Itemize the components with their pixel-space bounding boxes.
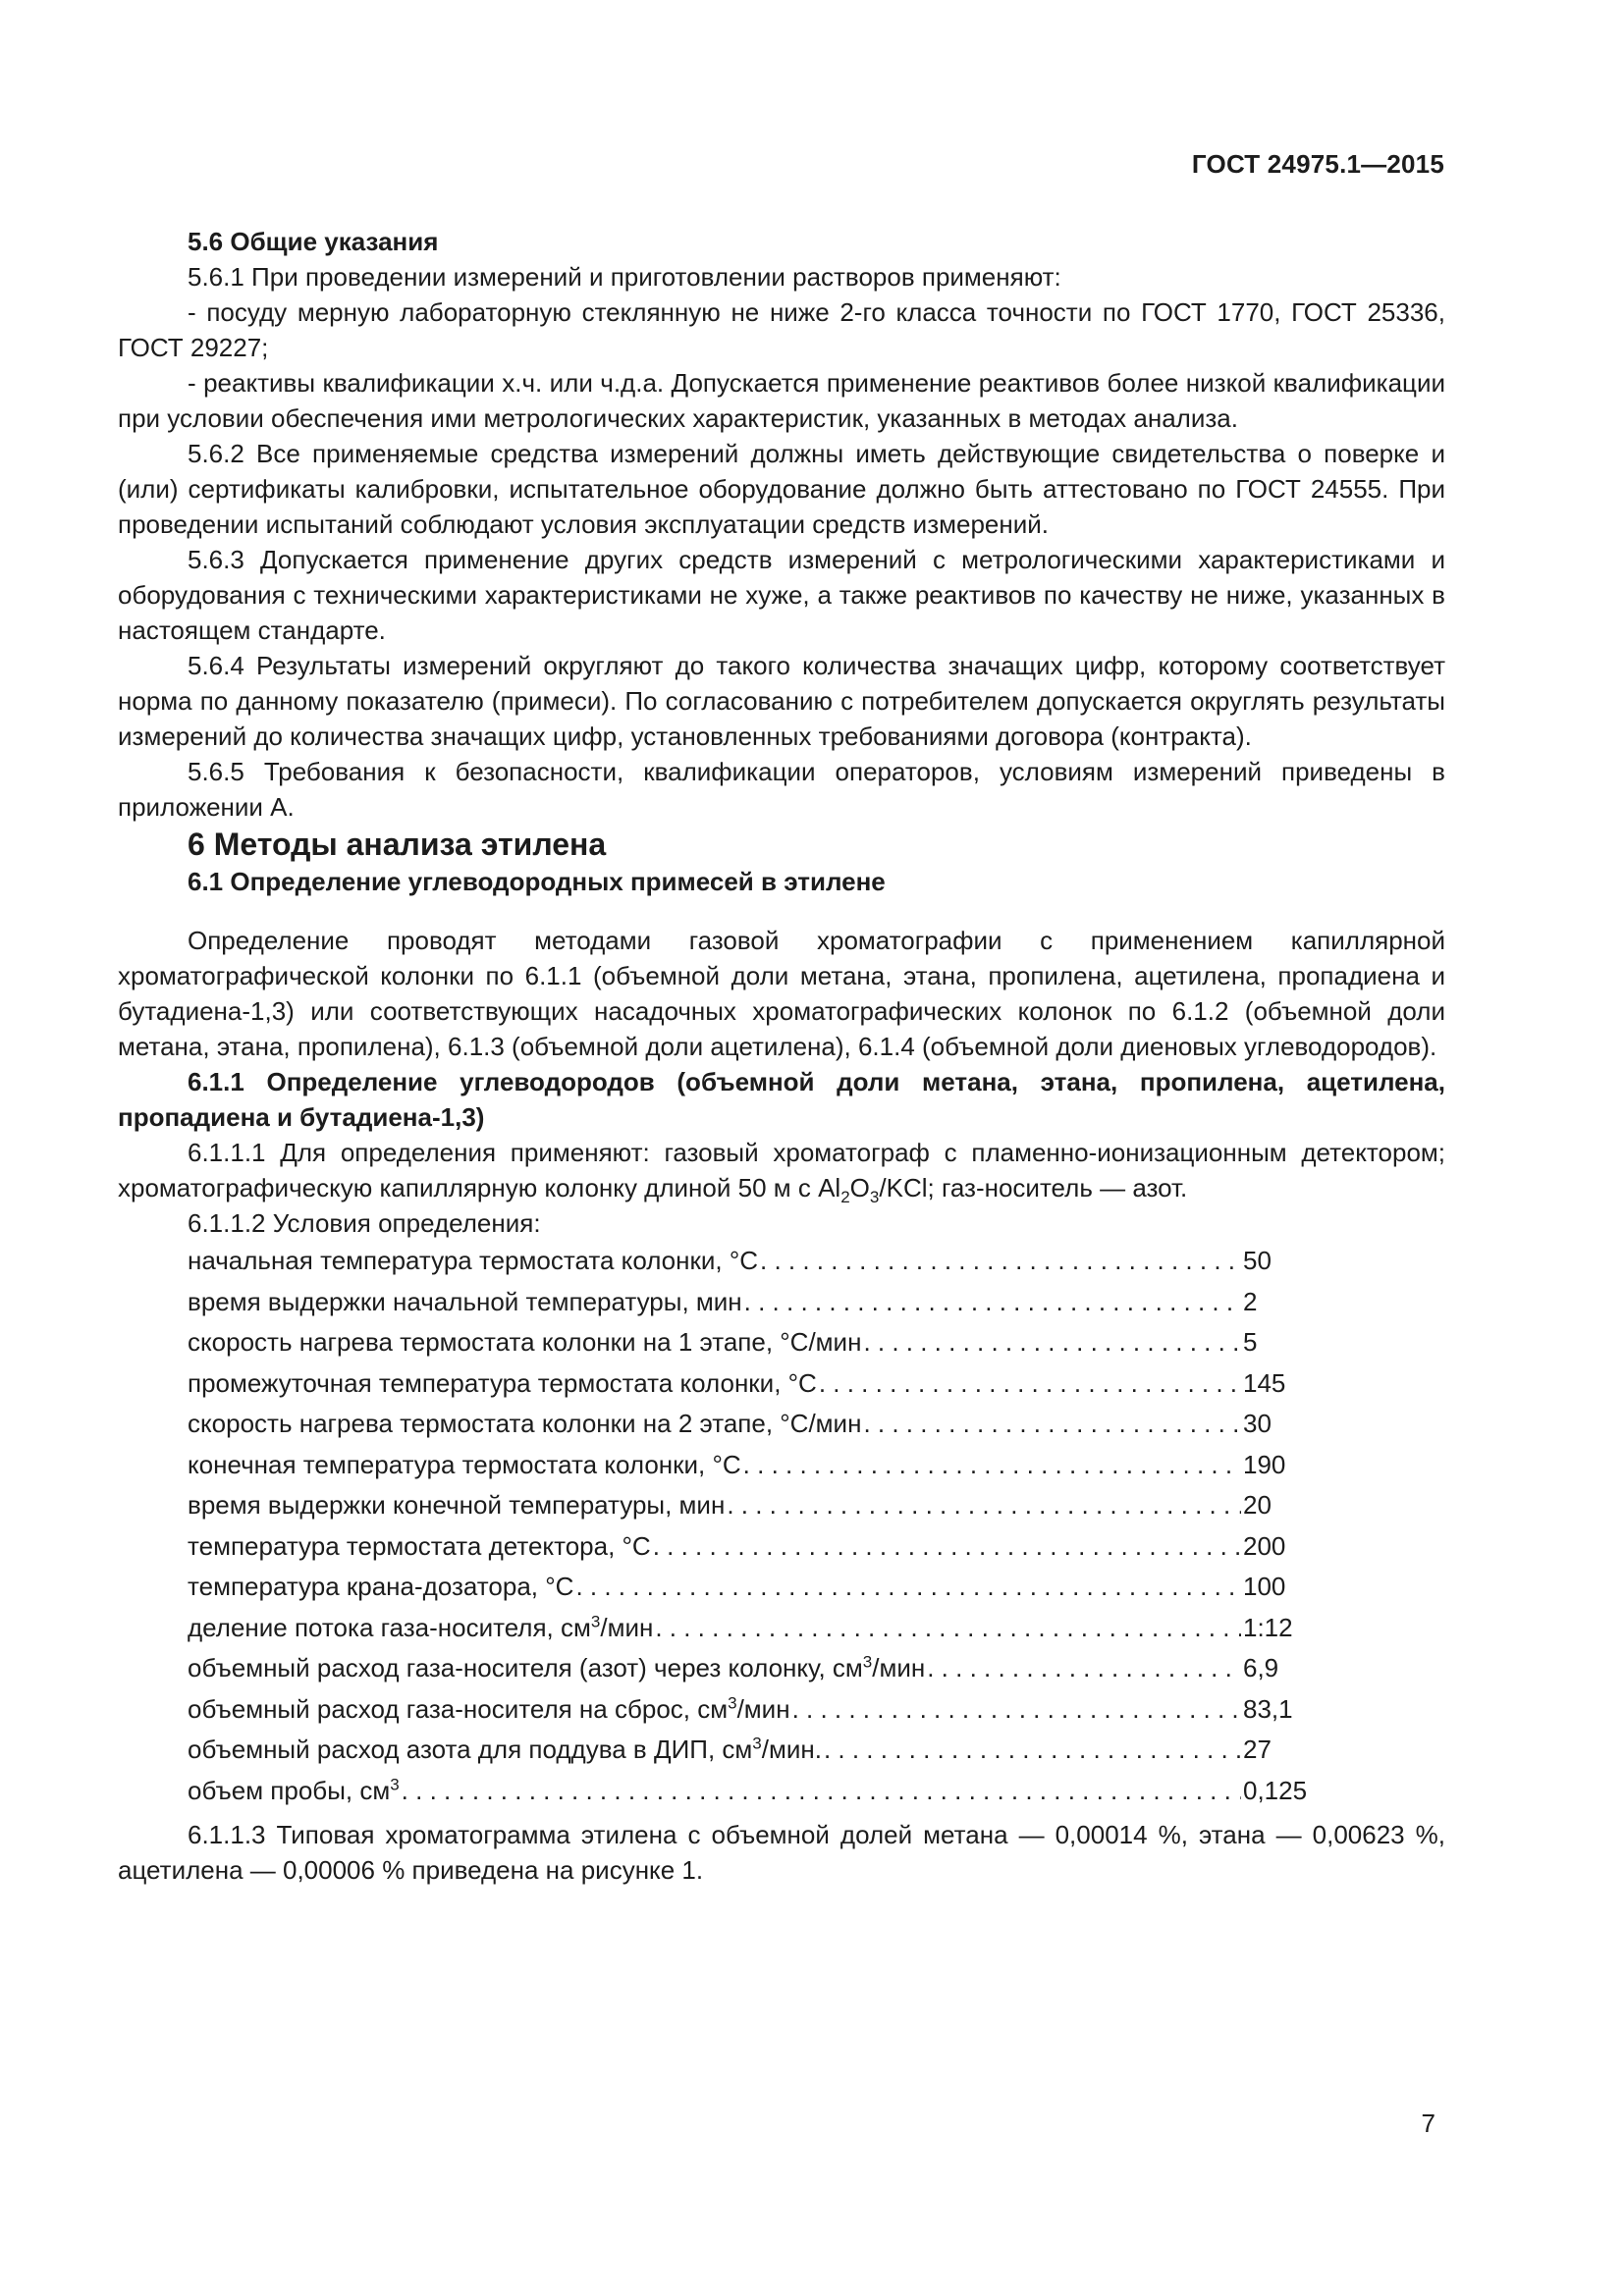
condition-row: [188, 1730, 1331, 1771]
condition-label-text: объемный расход азота для поддува в ДИП, см: [188, 1735, 753, 1764]
leader-dots: [760, 1241, 1241, 1282]
condition-label-text: конечная температура термостата колонки, °С: [188, 1449, 741, 1479]
condition-row: [188, 1445, 1331, 1486]
condition-label: [188, 1445, 741, 1486]
condition-value: 30: [1243, 1409, 1272, 1438]
condition-label: [188, 1648, 925, 1689]
condition-label-text: температура крана-дозатора, °С: [188, 1572, 574, 1601]
condition-row: [188, 1485, 1331, 1526]
condition-label-text: температура термостата детектора, °С: [188, 1530, 651, 1561]
condition-label: [188, 1689, 790, 1731]
condition-label: [188, 1363, 817, 1405]
leader-dots: [927, 1648, 1241, 1689]
condition-value: 200: [1243, 1530, 1286, 1561]
leader-dots: [743, 1445, 1241, 1486]
condition-value: 1:12: [1243, 1612, 1293, 1642]
condition-label-text: скорость нагрева термостата колонки на 2 этапе, °С/мин: [188, 1409, 862, 1438]
paragraph-glassware: - посуду мерную лабораторную стеклянную не ниже 2-го класса точности по ГОСТ 1770, ГОСТ 25336, ГОСТ 29227;: [118, 297, 1445, 362]
condition-value: 100: [1243, 1572, 1286, 1601]
condition-row: [188, 1322, 1331, 1363]
condition-value: 0,125: [1243, 1775, 1308, 1805]
condition-label: [188, 1771, 400, 1812]
condition-row: [188, 1608, 1331, 1649]
paragraph-5-6-3: 5.6.3 Допускается применение других средств измерений с метрологическими характеристиками и оборудования с техническими характеристиками не хуже, а также реактивов по качеству не ниже, указанных в настоящем стандарте.: [118, 545, 1445, 645]
paragraph-6-1-1-2: 6.1.1.2 Условия определения:: [188, 1208, 541, 1238]
oxygen-symbol: O: [849, 1173, 870, 1202]
condition-label: [188, 1485, 725, 1526]
condition-row: [188, 1241, 1331, 1282]
conditions-list: [188, 1241, 1331, 1811]
condition-unit-tail: /мин: [600, 1612, 654, 1642]
leader-dots: [727, 1485, 1241, 1526]
condition-value: 83,1: [1243, 1693, 1293, 1724]
condition-value: 27: [1243, 1735, 1272, 1764]
paragraph-5-6-5: 5.6.5 Требования к безопасности, квалификации операторов, условиям измерений приведены в приложении А.: [118, 757, 1445, 822]
leader-dots: [863, 1322, 1241, 1363]
condition-unit-exponent: 3: [728, 1692, 737, 1712]
condition-value: 190: [1243, 1449, 1286, 1479]
condition-label-text: объем пробы, см: [188, 1775, 391, 1805]
condition-value: 6,9: [1243, 1653, 1279, 1682]
section-6-1-1-heading: 6.1.1 Определение углеводородов (объемной доли метана, этана, пропилена, ацетилена, пропадиена и бутадиена-1,3): [118, 1067, 1445, 1132]
paragraph-6-1-text: Определение проводят методами газовой хроматографии с применением капиллярной хроматографической колонки по 6.1.1 (объемной доли метана, этана, пропилена, ацетилена, пропадиена и бутадиена-1,3) или соответствующих насадочных хроматографических колонок по 6.1.2 (объемной доли метана, этана, пропилена), 6.1.3 (объемной доли ацетилена), 6.1.4 (объемной доли диеновых углеводородов).: [118, 926, 1445, 1061]
condition-label: [188, 1608, 653, 1649]
condition-label: [188, 1404, 861, 1445]
subscript-2: 2: [840, 1188, 850, 1207]
paragraph-5-6-2: 5.6.2 Все применяемые средства измерений должны иметь действующие свидетельства о поверке и (или) сертификаты калибровки, испытательное оборудование должно быть аттестовано по ГОСТ 24555. При проведении испытаний соблюдают условия эксплуатации средств измерений.: [118, 439, 1445, 539]
condition-unit-tail: /мин: [872, 1653, 926, 1682]
condition-row: [188, 1567, 1331, 1608]
leader-dots: [824, 1730, 1241, 1771]
condition-label: [188, 1526, 651, 1568]
condition-label-text: промежуточная температура термостата колонки, °С: [188, 1367, 817, 1398]
paragraph-5-6-1: 5.6.1 При проведении измерений и приготовлении растворов применяют:: [188, 262, 1061, 292]
condition-label-text: деление потока газа-носителя, см: [188, 1612, 591, 1642]
condition-unit-exponent: 3: [752, 1734, 762, 1753]
condition-row: [188, 1648, 1331, 1689]
document-body: [118, 224, 1445, 1888]
document-code: ГОСТ 24975.1—2015: [1191, 149, 1444, 179]
condition-value: 5: [1243, 1327, 1258, 1357]
leader-dots: [863, 1404, 1241, 1445]
condition-label: [188, 1322, 861, 1363]
paragraph-5-6-4: 5.6.4 Результаты измерений округляют до такого количества значащих цифр, которому соответствует норма по данному показателю (примеси). По согласованию с потребителем допускается округлять результаты измерений до количества значащих цифр, установленных требованиями договора (контракта).: [118, 651, 1445, 751]
condition-label-text: начальная температура термостата колонки, °С: [188, 1246, 759, 1275]
leader-dots: [575, 1567, 1241, 1608]
section-6-1-heading: 6.1 Определение углеводородных примесей в этилене: [188, 867, 886, 896]
paragraph-6-1-1-3: 6.1.1.3 Типовая хроматограмма этилена с объемной долей метана — 0,00014 %, этана — 0,00623 %, ацетилена — 0,00006 % приведена на рисунке 1.: [118, 1820, 1445, 1885]
condition-row: [188, 1282, 1331, 1323]
condition-unit-exponent: 3: [862, 1652, 873, 1672]
section-5-6-heading: 5.6 Общие указания: [188, 227, 439, 256]
condition-row: [188, 1363, 1331, 1405]
condition-label: [188, 1241, 758, 1282]
leader-dots: [402, 1771, 1241, 1812]
paragraph-6-1-1-1-tail: /KCl; газ-носитель — азот.: [879, 1173, 1188, 1202]
condition-value: 2: [1243, 1286, 1258, 1316]
leader-dots: [744, 1282, 1241, 1323]
paragraph-reagents: - реактивы квалификации х.ч. или ч.д.а. Допускается применение реактивов более низкой квалификации при условии обеспечения ими метрологических характеристик, указанных в методах анализа.: [118, 368, 1445, 433]
condition-unit-tail: /мин.: [761, 1735, 822, 1764]
condition-row: [188, 1526, 1331, 1568]
condition-unit-exponent: 3: [390, 1774, 400, 1793]
condition-label-text: время выдержки начальной температуры, мин: [188, 1286, 742, 1316]
condition-label-text: объемный расход газа-носителя (азот) через колонку, см: [188, 1653, 863, 1682]
condition-value: 145: [1243, 1367, 1286, 1398]
leader-dots: [655, 1608, 1241, 1649]
condition-unit-tail: /мин: [736, 1693, 790, 1724]
condition-unit-exponent: 3: [590, 1611, 601, 1630]
condition-label: [188, 1567, 573, 1608]
section-6-heading: 6 Методы анализа этилена: [188, 827, 607, 862]
page-number: 7: [1421, 2109, 1435, 2138]
condition-row: [188, 1689, 1331, 1731]
condition-label-text: объемный расход газа-носителя на сброс, см: [188, 1693, 729, 1724]
condition-label: [188, 1282, 742, 1323]
subscript-3: 3: [869, 1188, 880, 1207]
leader-dots: [792, 1689, 1241, 1731]
condition-value: 20: [1243, 1490, 1272, 1520]
condition-value: 50: [1243, 1246, 1272, 1275]
leader-dots: [819, 1363, 1241, 1405]
condition-row: [188, 1404, 1331, 1445]
condition-row: [188, 1771, 1331, 1812]
condition-label: [188, 1730, 822, 1771]
condition-label-text: время выдержки конечной температуры, мин: [188, 1490, 726, 1520]
condition-label-text: скорость нагрева термостата колонки на 1 этапе, °С/мин: [188, 1327, 862, 1357]
paragraph-6-1-1-1-text: 6.1.1.1 Для определения применяют: газовый хроматограф с пламенно-ионизационным детектором; хроматографическую капиллярную колонку длиной 50 м с Al: [118, 1138, 1445, 1202]
paragraph-6-1-1-1: [118, 1135, 1445, 1205]
leader-dots: [653, 1526, 1241, 1568]
